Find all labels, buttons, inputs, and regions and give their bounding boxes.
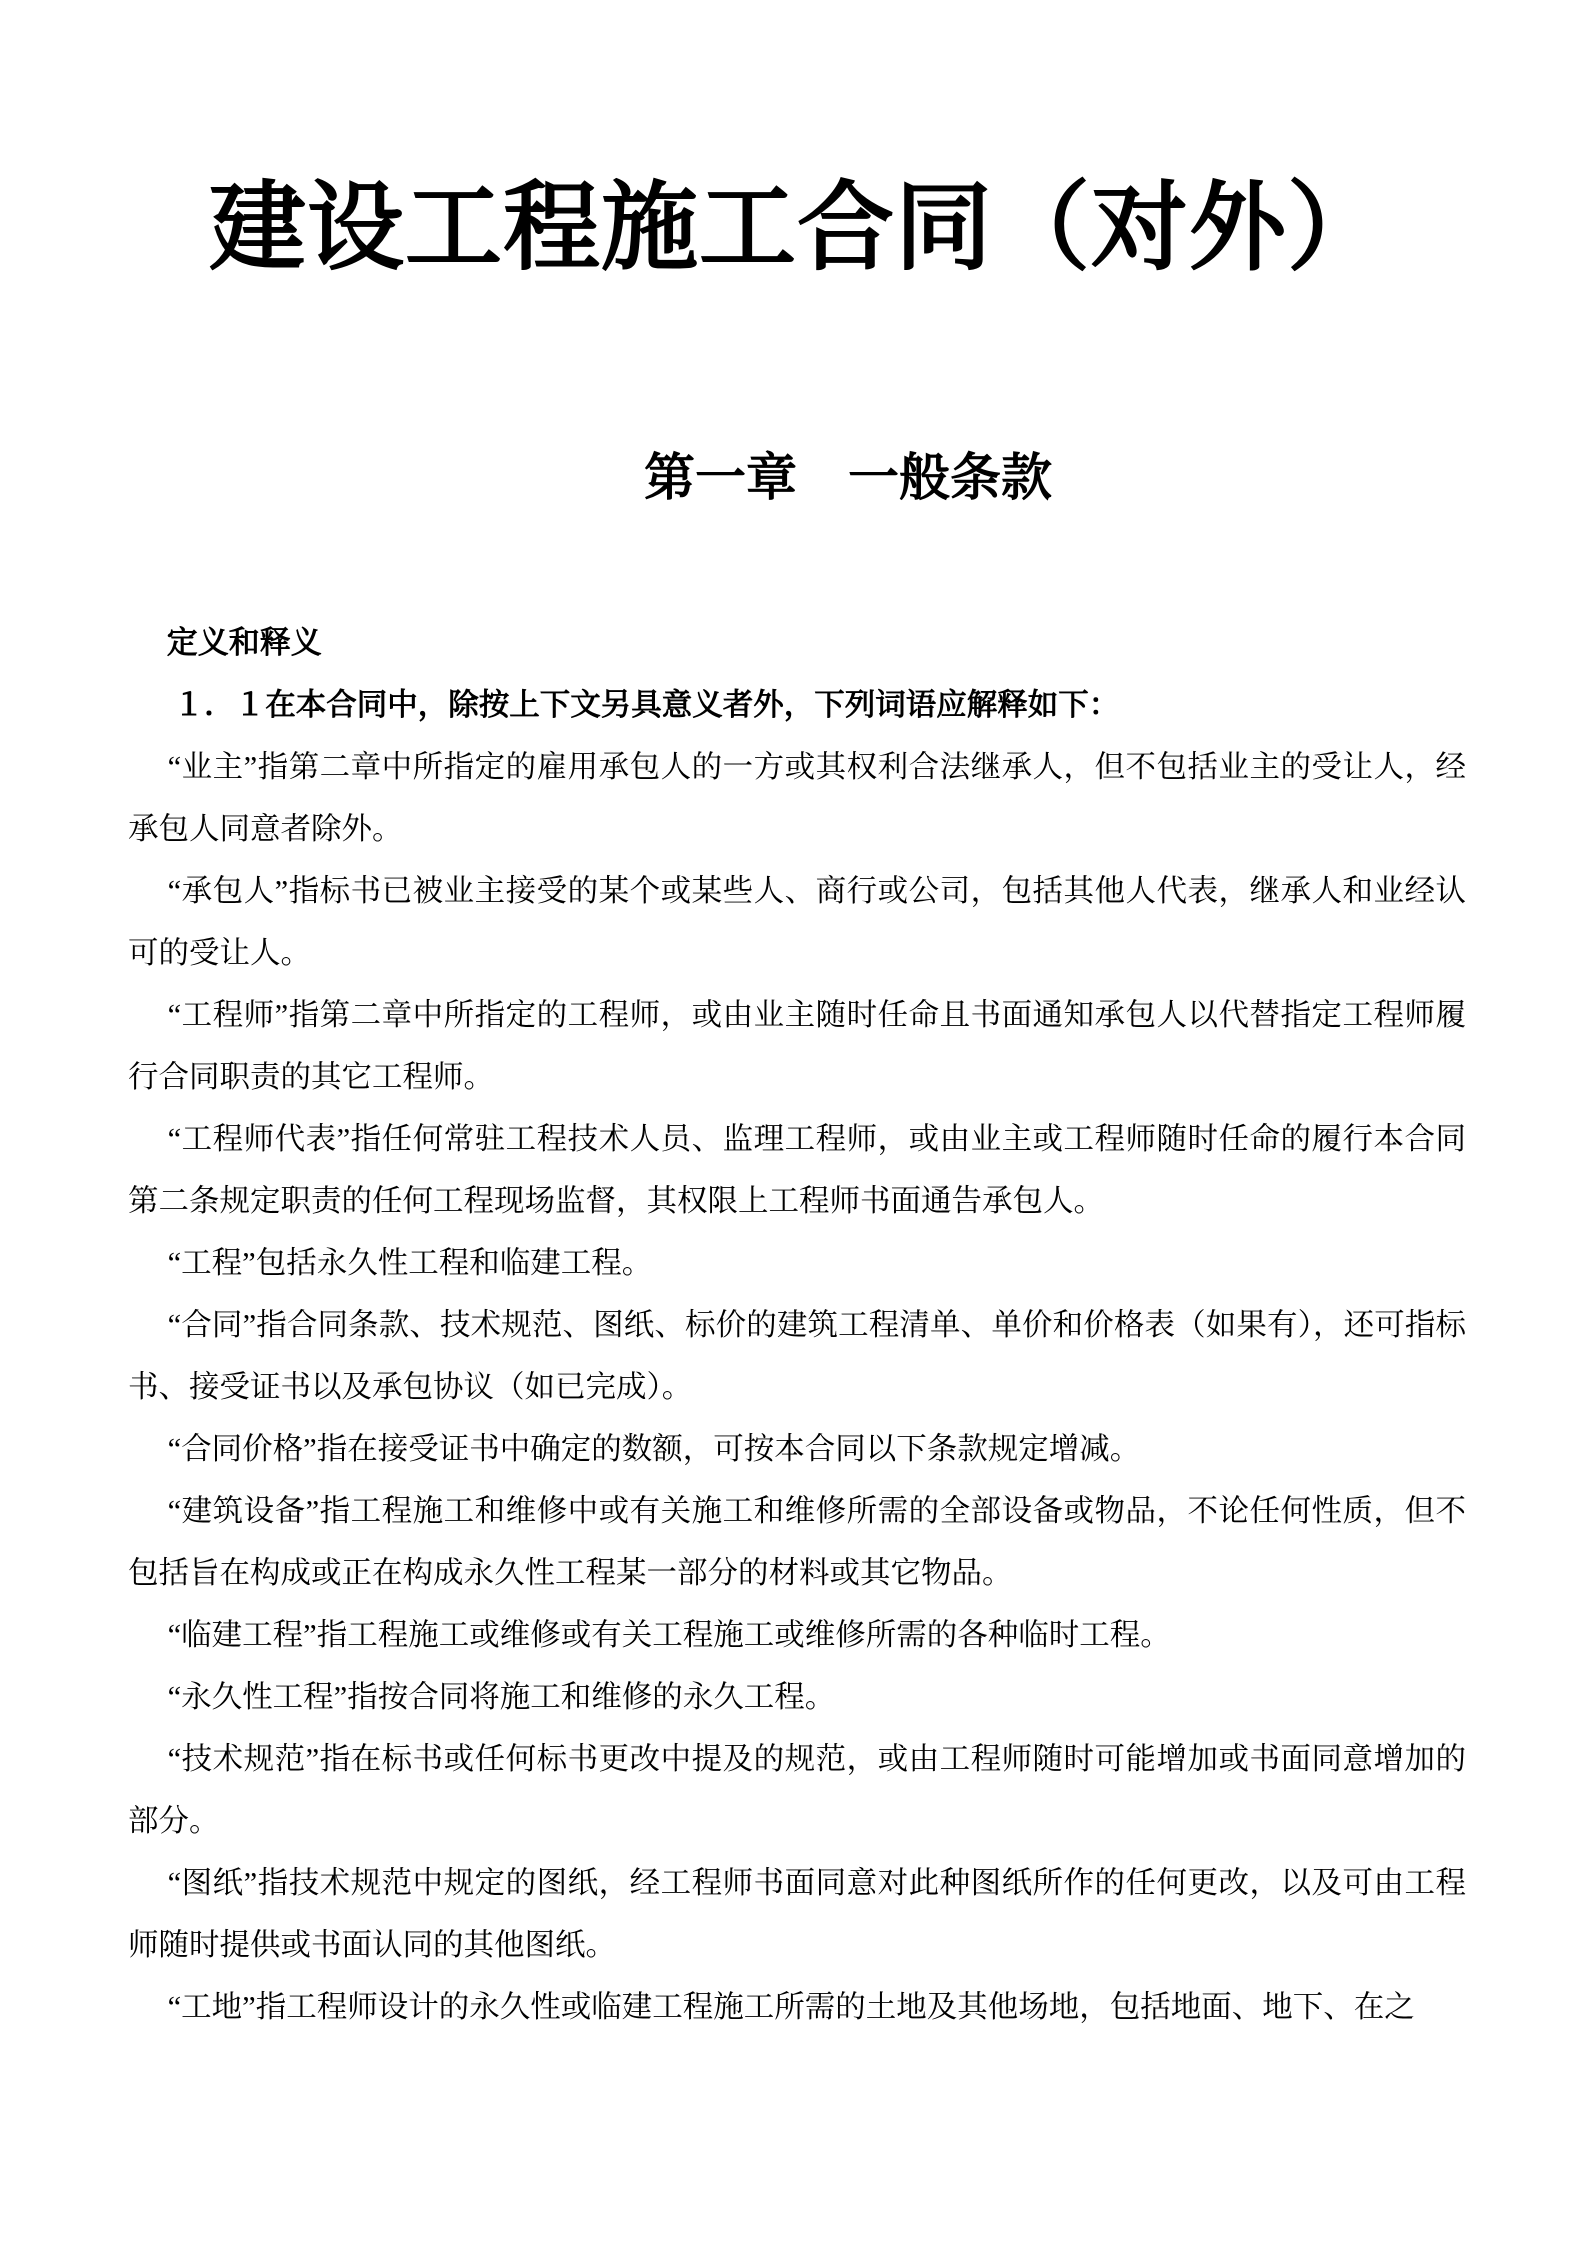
definition-paragraph-construction-equipment: “建筑设备”指工程施工和维修中或有关施工和维修所需的全部设备或物品，不论任何性质，但不包括旨在构成或正在构成永久性工程某一部分的材料或其它物品。 <box>128 1493 1466 1590</box>
definition-paragraph-engineer-representative: “工程师代表”指任何常驻工程技术人员、监理工程师，或由业主或工程师随时任命的履行本合同第二条规定职责的任何工程现场监督，其权限上工程师书面通告承包人。 <box>128 1121 1466 1218</box>
definition-paragraph-engineer: “工程师”指第二章中所指定的工程师，或由业主随时任命且书面通知承包人以代替指定工程师履行合同职责的其它工程师。 <box>128 997 1466 1094</box>
section-heading: 定义和释义 <box>166 624 322 660</box>
definition-paragraph-site: “工地”指工程师设计的永久性或临建工程施工所需的土地及其他场地，包括地面、地下、在之 <box>167 1989 1415 2024</box>
document-title: 建设工程施工合同（对外） <box>209 175 1385 282</box>
definition-paragraph-contractor: “承包人”指标书已被业主接受的某个或某些人、商行或公司，包括其他人代表，继承人和业经认可的受让人。 <box>128 873 1466 970</box>
definition-paragraph-temporary-works: “临建工程”指工程施工或维修或有关工程施工或维修所需的各种临时工程。 <box>167 1617 1171 1652</box>
definition-paragraph-works: “工程”包括永久性工程和临建工程。 <box>167 1245 653 1280</box>
chapter-heading: 第一章 一般条款 <box>643 450 1052 507</box>
definition-paragraph-owner: “业主”指第二章中所指定的雇用承包人的一方或其权利合法继承人，但不包括业主的受让人，经承包人同意者除外。 <box>128 749 1466 846</box>
definition-paragraph-contract: “合同”指合同条款、技术规范、图纸、标价的建筑工程清单、单价和价格表（如果有），还可指标书、接受证书以及承包协议（如已完成）。 <box>128 1307 1466 1404</box>
intro-clause: １．１在本合同中，除按上下文另具意义者外，下列词语应解释如下： <box>173 687 1120 722</box>
definition-paragraph-permanent-works: “永久性工程”指按合同将施工和维修的永久工程。 <box>167 1679 836 1714</box>
definition-paragraph-drawings: “图纸”指技术规范中规定的图纸，经工程师书面同意对此种图纸所作的任何更改，以及可由工程师随时提供或书面认同的其他图纸。 <box>128 1865 1466 1962</box>
definition-paragraph-specifications: “技术规范”指在标书或任何标书更改中提及的规范，或由工程师随时可能增加或书面同意增加的部分。 <box>128 1741 1466 1838</box>
definition-paragraph-contract-price: “合同价格”指在接受证书中确定的数额，可按本合同以下条款规定增减。 <box>167 1431 1141 1466</box>
